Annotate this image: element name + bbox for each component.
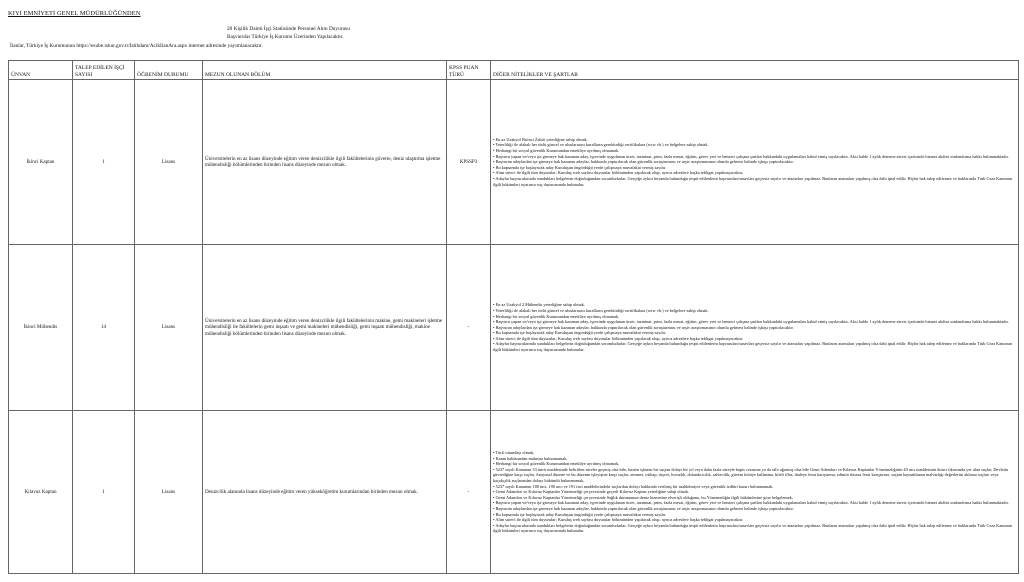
requirement-item: • Yeterliliği ile alakalı her türlü güncel ve uluslararası kuralların gerektirdiği sertifikalara (stcw vb.) ve belgelere sahip olmak. <box>493 142 709 148</box>
col-education-header: ÖĞRENİM DURUMU <box>135 61 203 80</box>
position-title: İkinci Mühendis <box>9 245 73 411</box>
position-title: İkinci Kaptan <box>9 80 73 245</box>
requirement-item: • Alım süreci ile ilgili tüm duyurular; Kuruluş web sayfası duyurular bölümünden yapılacak olup, ayrıca adreslere başka tebligat yapılmayacaktır. <box>493 517 744 523</box>
organization-title: KIYI EMNİYETİ GENEL MÜDÜRLÜĞÜNDEN <box>8 10 141 17</box>
requirement-item: • Başvuru yapan ve/veya işe girmeye hak kazanan aday, işyerinde uygulanan ücret, tazminat, prim, fazla mesai, eğitim, görev yeri ve benzeri çalışma şartları hakkındaki uygulamaları kabul etmiş sayılacaktır. Aksi halde 1 aylık deneme süresi içerisinde hizmet akdini sonlandırma hakkı bulunmaktadır. <box>493 500 1009 506</box>
requirement-item: • 5237 sayılı Kanunun 188 inci, 190 ıncı ve 191 inci maddelerindeki suçlardan dolayı hakkında verilmiş bir mahkûmiyet veya güvenlik tedbiri kararı bulunmamak, <box>493 483 774 489</box>
requirement-item: • Adaylar başvurularında sundukları belgelerin doğruluğundan sorumludurlar. Gerçeğe aykırı beyanda bulunduğu tespit edilenlerin başvuruları/sınavları geçersiz sayılır ve atamaları yapılmaz. Bunların atamaları yapılmış olsa dahi iptal edilir. Hiçbir hak talep edilemez ve haklarında Türk Ceza Kanunun ilgili hükümleri uyarınca suç duyurusunda bulunulur. <box>493 175 1012 187</box>
requirement-item: • Başvuran adaylardan işe girmeye hak kazanan adaylar, hakkında yaptırılacak olan güvenlik soruşturması ve arşiv araştırmasının olumlu gelmesi halinde işbaşı yaptırılacaktır. <box>493 159 794 165</box>
kpss-type: - <box>447 411 491 574</box>
requirement-item: • Herhangi bir sosyal güvenlik Kurumundan emekliye ayrılmış olmamak. <box>493 313 620 319</box>
worker-count: 1 <box>73 411 135 574</box>
requirement-item: • Adaylar başvurularında sundukları belgelerin doğruluğundan sorumludurlar. Gerçeğe aykırı beyanda bulunduğu tespit edilenlerin başvuruları/sınavları geçersiz sayılır ve atamaları yapılmaz. Bunların atamaları yapılmış olsa dahi iptal edilir. Hiçbir hak talep edilemez ve haklarında Türk Ceza Kanunun ilgili hükümleri uyarınca suç duyurusunda bulunulur. <box>493 522 1012 534</box>
table-row <box>9 245 1019 411</box>
requirements-list <box>491 245 1019 411</box>
requirement-item: • Gemi Adamları ve Kılavuz Kaptanlar Yönetmeliği çerçevesinde geçerli Kılavuz Kaptan yeterliğine sahip olmak. <box>493 489 690 495</box>
requirement-item: • Bu kapsamda işe başlayacak aday Kuruluşun öngördüğü yerde çalışmaya muvafakat vermiş sayılır. <box>493 330 667 336</box>
requirement-item: • Başvuru yapan ve/veya işe girmeye hak kazanan aday, işyerinde uygulanan ücret, tazminat, prim, fazla mesai, eğitim, görev yeri ve benzeri çalışma şartları hakkındaki uygulamaları kabul etmiş sayılacaktır. Aksi halde 1 aylık deneme süresi içerisinde hizmet akdini sonlandırma hakkı bulunmaktadır. <box>493 153 1009 159</box>
requirement-item: • 5237 sayılı Kanunun 53 üncü maddesinde belirtilen süreler geçmiş olsa bile; kasten işlenen bir suçtan dolayı bir yıl veya daha fazla süreyle hapis cezasına ya da affa uğramış olsa bile Gemi Adamları ve Kılavuz Kaptanlar Yönetmeliğinin 40 ıncı maddesinin ikinci fıkrasında yer alan suçlar, Devletin güvenliğine karşı suçlar, Anayasal düzene ve bu düzenin işleyişine karşı suçlar, zimmet, irtikap, rüşvet, hırsızlık, dolandırıcılık, sahtecilik, güveni kötüye kullanma, hileli iflas, ihaleye fesat karıştırma, edimin ifasına fesat karıştırma, suçtan kaynaklanan malvarlığı değerlerini aklama suçları veya kaçakçılık suçlarından dolayı hükümlü bulunmamak, <box>493 466 1009 484</box>
requirement-item: • Alım süreci ile ilgili tüm duyurular; Kuruluş web sayfası duyurular bölümünden yapılacak olup, ayrıca adreslere başka tebligat yapılmayacaktır. <box>493 335 744 341</box>
requirement-item: • Adaylar başvurularında sundukları belgelerin doğruluğundan sorumludurlar. Gerçeğe aykırı beyanda bulunduğu tespit edilenlerin başvuruları/sınavları geçersiz sayılır ve atamaları yapılmaz. Bunların atamaları yapılmış olsa dahi iptal edilir. Hiçbir hak talep edilemez ve haklarında Türk Ceza Kanunun ilgili hükümleri uyarınca suç duyurusunda bulunulur. <box>493 341 1012 353</box>
kpss-type: - <box>447 245 491 411</box>
worker-count: 14 <box>73 245 135 411</box>
listing-url-note: İlanlar, Türkiye İş Kurumunun https://esube.iskur.gov.tr/Istihdam/AcikIlanAra.aspx internet adresinde yayımlanacaktır. <box>10 43 263 49</box>
kpss-type: KPSSP3 <box>447 80 491 245</box>
col-kpss-header: KPSS PUAN TÜRÜ <box>447 61 491 80</box>
requirement-item: • Bu kapsamda işe başlayacak aday Kuruluşun öngördüğü yerde çalışmaya muvafakat vermiş sayılır. <box>493 511 667 517</box>
requirement-item: • Bu kapsamda işe başlayacak aday Kuruluşun öngördüğü yerde çalışmaya muvafakat vermiş sayılır. <box>493 164 667 170</box>
col-requirements-header: DİĞER NİTELİKLER VE ŞARTLAR <box>491 61 1019 80</box>
requirements-list <box>491 80 1019 245</box>
requirement-item: • En az Uzakyol 2.Mühendis yeterliğine sahip olmak. <box>493 302 585 308</box>
table-header-row <box>9 61 1019 80</box>
education-level: Lisans <box>135 411 203 574</box>
requirement-item: • Türk vatandaşı olmak, <box>493 450 535 456</box>
requirement-item: • Başvuran adaylardan işe girmeye hak kazanan adaylar, hakkında yaptırılacak olan güvenlik soruşturması ve arşiv araştırmasının olumlu gelmesi halinde işbaşı yaptırılacaktır. <box>493 505 794 511</box>
graduated-department: Üniversitelerin en az lisans düzeyinde eğitim veren denizcilikle ilgili fakültelerinin güverte, deniz ulaştırma işletme mühendisliği bölümlerinden birinden lisans düzeyinde mezun olmak. <box>203 80 447 245</box>
requirement-item: • En az Uzakyol Birinci Zabiti yeterliğine sahip olmak. <box>493 136 588 142</box>
position-title: Kılavuz Kaptan <box>9 411 73 574</box>
col-department-header: MEZUN OLUNAN BÖLÜM <box>203 61 447 80</box>
requirement-item: • Herhangi bir sosyal güvenlik Kurumundan emekliye ayrılmış olmamak. <box>493 148 620 154</box>
requirement-item: • Başvuru yapan ve/veya işe girmeye hak kazanan aday, işyerinde uygulanan ücret, tazminat, prim, fazla mesai, eğitim, görev yeri ve benzeri çalışma şartları hakkındaki uygulamaları kabul etmiş sayılacaktır. Aksi halde 1 aylık deneme süresi içerisinde hizmet akdini sonlandırma hakkı bulunmaktadır. <box>493 319 1009 325</box>
requirement-item: • Yeterliliği ile alakalı her türlü güncel ve uluslararası kuralların gerektirdiği sertifikalara (stcw vb.) ve belgelere sahip olmak. <box>493 307 709 313</box>
education-level: Lisans <box>135 80 203 245</box>
requirement-item: • Kamu haklarından mahrum bulunmamak, <box>493 455 568 461</box>
requirements-list <box>491 411 1019 574</box>
requirement-item: • Alım süreci ile ilgili tüm duyurular; Kuruluş web sayfası duyurular bölümünden yapılacak olup, ayrıca adreslere başka tebligat yapılmayacaktır. <box>493 170 744 176</box>
col-count-header: TALEP EDİLEN İŞÇİ SAYISI <box>73 61 135 80</box>
worker-count: 1 <box>73 80 135 245</box>
announcement-title: 20 Kişilik Daimi İşçi Statüsünde Personel Alım Duyurusu <box>227 26 350 32</box>
requirement-item: • Herhangi bir sosyal güvenlik Kurumundan emekliye ayrılmış olmamak, <box>493 461 620 467</box>
application-note: Başvurular Türkiye İş Kurumu Üzerinden Yapılacaktır. <box>227 34 344 40</box>
graduated-department: Üniversitelerin en az lisans düzeyinde eğitim veren denizcilikle ilgili fakültelerinin makine, gemi makineleri işletme mühendisliği ile fakültelerin gemi inşaatı ve gemi makineleri mühendisliği, gemi inşaatı mühendisliği, makine mühendisliği bölümlerinden birinden lisans düzeyinde mezun olmak. <box>203 245 447 411</box>
requirement-item: • Başvuran adaylardan işe girmeye hak kazanan adaylar, hakkında yaptırılacak olan güvenlik soruşturması ve arşiv araştırmasının olumlu gelmesi halinde işbaşı yaptırılacaktır. <box>493 324 794 330</box>
position-table <box>8 60 1019 574</box>
requirement-item: • Gemi Adamları ve Kılavuz Kaptanlar Yönetmeliği çerçevesinde Sağlık durumunun deniz hizmetine elverişli olduğunu, bu Yönetmeliğin ilgili hükümlerine göre belgelemek, <box>493 494 793 500</box>
table-row <box>9 80 1019 245</box>
education-level: Lisans <box>135 245 203 411</box>
graduated-department: Denizcilik alanında lisans düzeyinde eğitim veren yükseköğretim kurumlarından birinden mezun olmak. <box>203 411 447 574</box>
table-row <box>9 411 1019 574</box>
col-title-header: ÜNVAN <box>9 61 73 80</box>
